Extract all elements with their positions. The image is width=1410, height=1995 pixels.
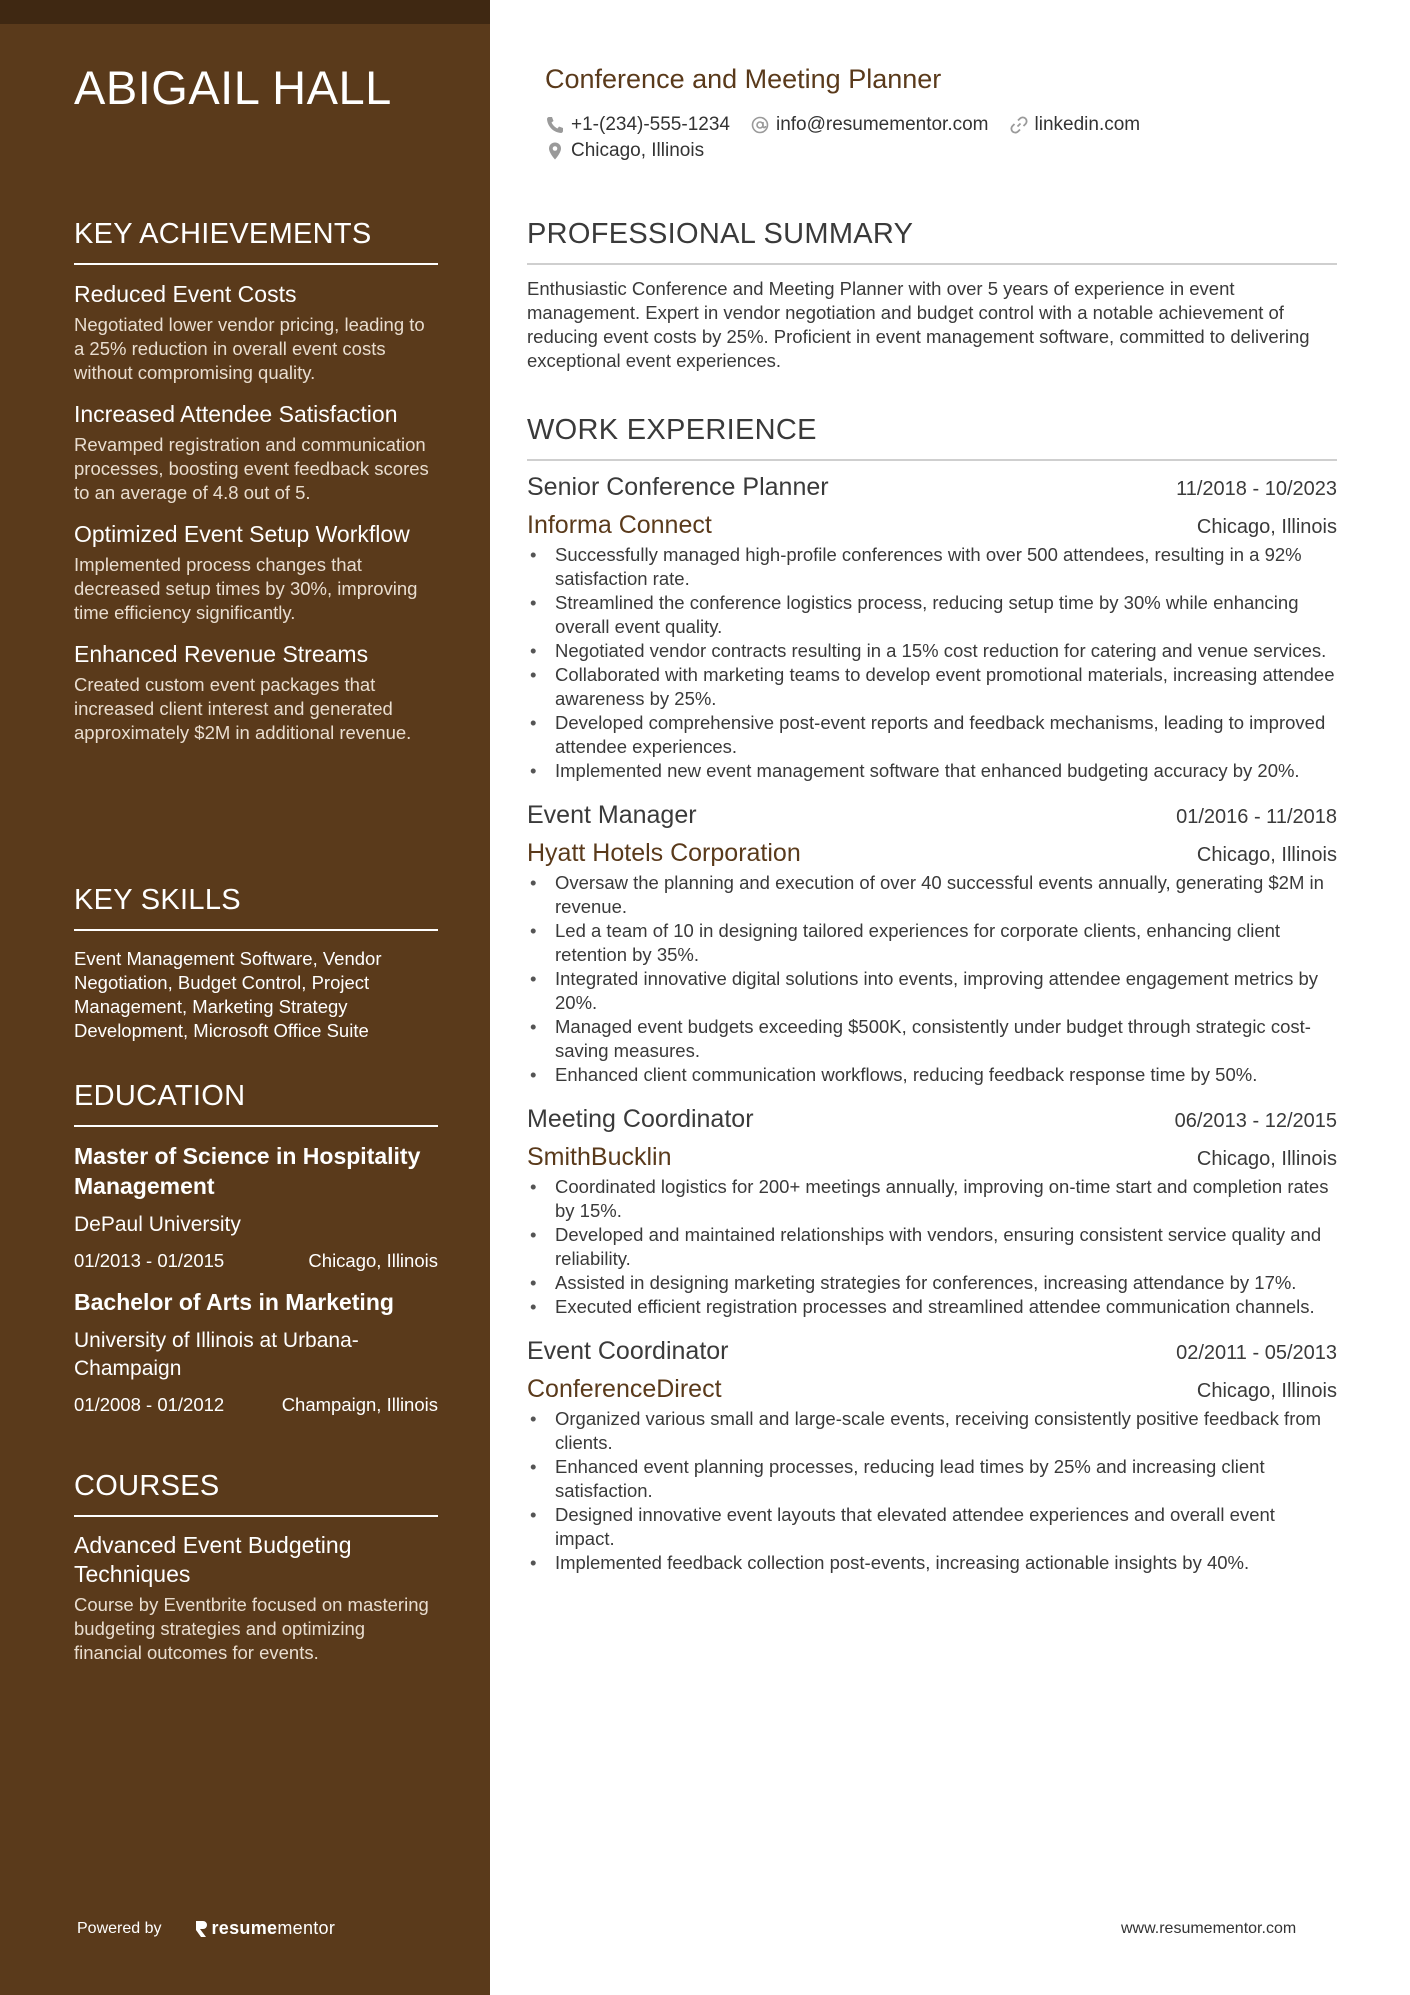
job-entry [527,1103,1337,1319]
courses-section [74,1470,438,1665]
education-dates: 01/2013 - 01/2015 [74,1250,225,1271]
job-role: Event Coordinator [527,1337,729,1365]
achievements-section [74,218,438,745]
contact-row [545,114,1160,136]
company-row [527,1373,1337,1405]
job-bullet: • Enhanced event planning processes, reducing lead times by 25% and increasing client satisfaction. [527,1455,1337,1503]
job-bullet: • Designed innovative event layouts that elevated attendee experiences and overall event impact. [527,1503,1337,1551]
job-bullet: • Organized various small and large-scale events, receiving consistently positive feedback from clients. [527,1407,1337,1455]
professional-title: Conference and Meeting Planner [545,64,942,94]
education-item [74,1141,438,1273]
job-location: Chicago, Illinois [1196,844,1337,866]
job-location: Chicago, Illinois [1196,1380,1337,1402]
company-row [527,837,1337,869]
achievements-heading: KEY ACHIEVEMENTS [74,218,438,265]
location-pin-icon [545,141,565,161]
job-bullet: • Developed comprehensive post-event reports and feedback mechanisms, leading to improved attendee experiences. [527,711,1337,759]
job-entry [527,471,1337,783]
contact-phone[interactable] [545,114,730,136]
job-entry [527,1335,1337,1575]
email-text: info@resumementor.com [775,114,989,135]
skills-list: Event Management Software, Vendor Negotiation, Budget Control, Project Management, Marketing Strategy Development, Microsoft Office Suite [74,948,382,1041]
job-bullet: • Successfully managed high-profile conferences with over 500 attendees, resulting in a 92% satisfaction rate. [527,543,1337,591]
resumementor-logo[interactable] [194,1918,336,1939]
education-location: Champaign, Illinois [281,1394,438,1415]
job-company: Hyatt Hotels Corporation [527,839,801,867]
education-school: University of Illinois at Urbana-Champaign [74,1329,359,1380]
achievement-title: Optimized Event Setup Workflow [74,521,410,547]
job-bullet: • Implemented new event management software that enhanced budgeting accuracy by 20%. [527,759,1337,783]
experience-section [527,414,1337,1575]
job-bullet: • Negotiated vendor contracts resulting in a 15% cost reduction for catering and venue services. [527,639,1337,663]
education-degree: Bachelor of Arts in Marketing [74,1289,394,1315]
footer-url[interactable]: www.resumementor.com [1121,1920,1297,1937]
courses-heading: COURSES [74,1470,438,1517]
job-location: Chicago, Illinois [1196,516,1337,538]
job-role: Senior Conference Planner [527,473,829,501]
job-bullet: • Developed and maintained relationships with vendors, ensuring consistent service quality and reliability. [527,1223,1337,1271]
contact-row-2 [545,140,724,162]
powered-by [77,1918,335,1939]
achievement-title: Increased Attendee Satisfaction [74,401,398,427]
achievement-desc: Revamped registration and communication processes, boosting event feedback scores to an average of 4.8 out of 5. [74,434,429,503]
education-meta [74,1249,438,1273]
job-bullets [527,543,1337,783]
contact-linkedin[interactable] [1009,114,1141,136]
job-header [527,1103,1337,1135]
education-heading: EDUCATION [74,1080,438,1127]
course-title: Advanced Event Budgeting Techniques [74,1532,352,1587]
achievement-desc: Created custom event packages that increased client interest and generated approximately $2M in additional revenue. [74,674,412,743]
company-row [527,1141,1337,1173]
job-dates: 11/2018 - 10/2023 [1176,478,1337,500]
job-header [527,471,1337,503]
education-item [74,1287,438,1417]
resumementor-mark-icon [194,1919,208,1939]
contact-location [545,140,704,162]
achievement-item [74,399,438,505]
job-bullet: • Led a team of 10 in designing tailored experiences for corporate clients, enhancing client retention by 35%. [527,919,1337,967]
job-location: Chicago, Illinois [1196,1148,1337,1170]
at-icon [750,115,770,135]
education-section [74,1080,438,1417]
powered-by-label: Powered by [77,1919,162,1937]
job-dates: 01/2016 - 11/2018 [1176,806,1337,828]
job-entry [527,799,1337,1087]
job-bullet: • Collaborated with marketing teams to develop event promotional materials, increasing attendee awareness by 25%. [527,663,1337,711]
job-bullet: • Executed efficient registration processes and streamlined attendee communication channels. [527,1295,1337,1319]
summary-section [527,218,1337,373]
job-bullets [527,871,1337,1087]
job-bullet: • Oversaw the planning and execution of over 40 successful events annually, generating $2M in revenue. [527,871,1337,919]
link-icon [1009,115,1029,135]
job-bullet: • Enhanced client communication workflows, reducing feedback response time by 50%. [527,1063,1337,1087]
job-bullet: • Coordinated logistics for 200+ meetings annually, improving on-time start and completion rates by 15%. [527,1175,1337,1223]
linkedin-text: linkedin.com [1034,114,1141,135]
contact-email[interactable] [750,114,989,136]
job-company: Informa Connect [527,511,712,539]
job-bullets [527,1175,1337,1319]
education-school: DePaul University [74,1213,241,1236]
education-location: Chicago, Illinois [308,1250,438,1271]
job-dates: 02/2011 - 05/2013 [1176,1342,1337,1364]
education-degree: Master of Science in Hospitality Management [74,1143,421,1199]
course-item [74,1531,438,1665]
job-bullet: • Implemented feedback collection post-events, increasing actionable insights by 40%. [527,1551,1337,1575]
sidebar-top-bar [0,0,490,24]
education-dates: 01/2008 - 01/2012 [74,1394,225,1415]
job-dates: 06/2013 - 12/2015 [1174,1110,1337,1132]
job-header [527,1335,1337,1367]
experience-heading: WORK EXPERIENCE [527,414,1337,461]
achievement-title: Enhanced Revenue Streams [74,641,369,667]
brand-bold: resume [211,1918,278,1938]
achievement-item [74,639,438,745]
company-row [527,509,1337,541]
job-header [527,799,1337,831]
achievement-desc: Implemented process changes that decreased setup times by 30%, improving time efficiency significantly. [74,554,418,623]
skills-section [74,884,438,1043]
phone-text: +1-(234)-555-1234 [571,114,730,135]
brand-light: mentor [277,1918,336,1938]
achievement-title: Reduced Event Costs [74,281,297,307]
candidate-name: ABIGAIL HALL [74,61,392,114]
job-company: ConferenceDirect [527,1375,722,1403]
sidebar [0,0,490,1995]
job-bullet: • Integrated innovative digital solutions into events, improving attendee engagement metrics by 20%. [527,967,1337,1015]
achievement-desc: Negotiated lower vendor pricing, leading to a 25% reduction in overall event costs without compromising quality. [74,314,425,383]
achievement-item [74,519,438,625]
job-bullet: • Streamlined the conference logistics process, reducing setup time by 30% while enhancing overall event quality. [527,591,1337,639]
achievement-item [74,279,438,385]
job-bullets [527,1407,1337,1575]
job-bullet: • Assisted in designing marketing strategies for conferences, increasing attendance by 17%. [527,1271,1337,1295]
location-text: Chicago, Illinois [571,140,705,161]
phone-icon [545,115,565,135]
skills-heading: KEY SKILLS [74,884,438,931]
job-role: Event Manager [527,801,697,829]
job-bullet: • Managed event budgets exceeding $500K, consistently under budget through strategic cost-saving measures. [527,1015,1337,1063]
job-company: SmithBucklin [527,1143,672,1171]
summary-text: Enthusiastic Conference and Meeting Planner with over 5 years of experience in event management. Expert in vendor negotiation and budget control with a notable achievement of reducing event costs by 25%. Proficient in event management software, committed to delivering exceptional event experiences. [527,278,1310,371]
education-meta [74,1393,438,1417]
job-role: Meeting Coordinator [527,1105,754,1133]
course-desc: Course by Eventbrite focused on mastering budgeting strategies and optimizing financial outcomes for events. [74,1594,429,1663]
summary-heading: PROFESSIONAL SUMMARY [527,218,1337,265]
